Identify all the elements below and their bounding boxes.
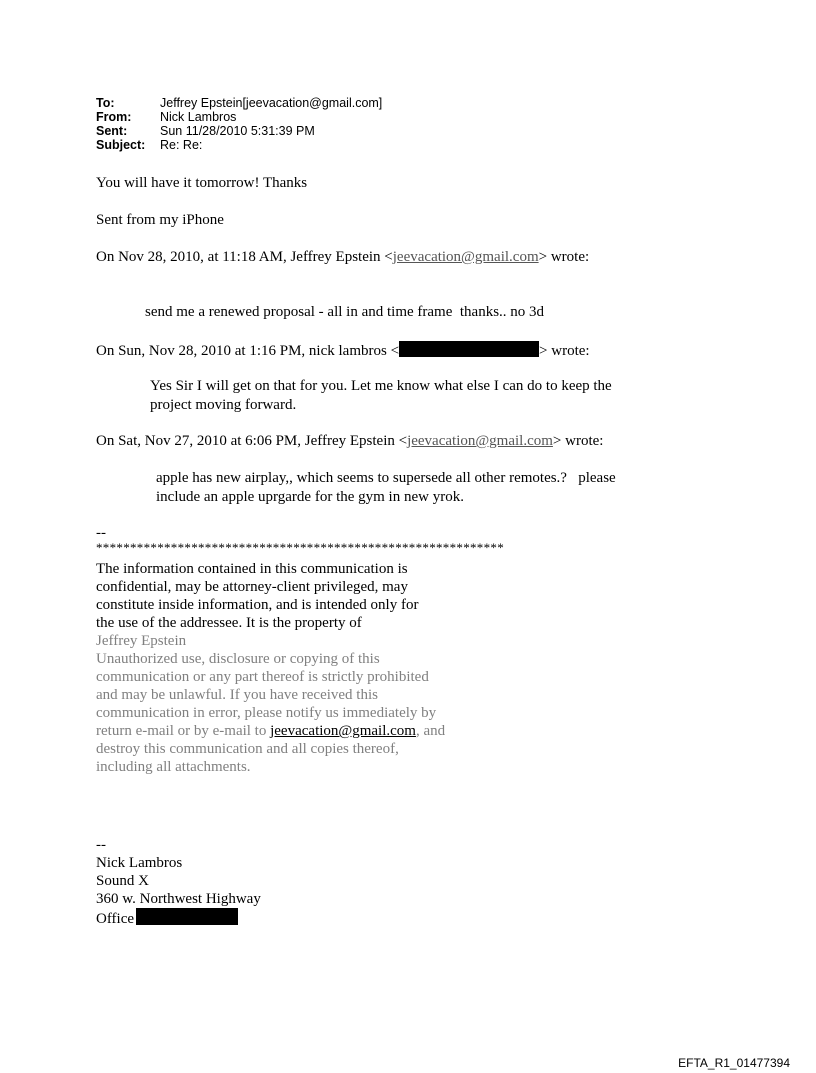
quote3-suffix: > wrote: xyxy=(552,433,604,449)
quote1-attribution xyxy=(96,248,589,266)
quote3-prefix: On Sat, Nov 27, 2010 at 6:06 PM, Jeffrey Epstein < xyxy=(96,433,408,449)
disclaimer-stars: ************************************************************ xyxy=(96,540,504,555)
signature-address: 360 w. Northwest Highway xyxy=(96,891,261,907)
return-prefix: return e-mail or by e-mail to xyxy=(96,723,271,739)
email-header xyxy=(96,96,382,152)
subject-label: Subject: xyxy=(96,138,146,152)
signature-dashes: -- xyxy=(96,837,106,853)
quote2-text-1: Yes Sir I will get on that for you. Let me know what else I can do to keep the xyxy=(150,378,612,394)
disclaimer-block xyxy=(96,560,445,776)
quote2-prefix: On Sun, Nov 28, 2010 at 1:16 PM, nick lambros < xyxy=(96,343,400,359)
disclaimer-line: confidential, may be attorney-client privileged, may xyxy=(96,579,408,595)
from-value: Nick Lambros xyxy=(160,110,237,124)
quote3-attribution xyxy=(96,432,603,450)
document-id: EFTA_R1_01477394 xyxy=(678,1056,790,1070)
signature-office xyxy=(96,908,261,928)
quote2-suffix: > wrote: xyxy=(539,343,590,359)
disclaimer-line: and may be unlawful. If you have received this xyxy=(96,687,378,703)
disclaimer-line: Jeffrey Epstein xyxy=(96,633,187,649)
disclaimer-dashes: -- xyxy=(96,525,106,541)
disclaimer-line: Unauthorized use, disclosure or copying of this xyxy=(96,651,380,667)
redaction-box xyxy=(399,341,539,357)
signature-name: Nick Lambros xyxy=(96,855,183,871)
disclaimer-line: communication in error, please notify us immediately by xyxy=(96,705,437,721)
disclaimer-email-link[interactable]: jeevacation@gmail.com xyxy=(270,723,416,739)
disclaimer-line: The information contained in this communication is xyxy=(96,561,408,577)
quote2-attribution xyxy=(96,341,590,360)
disclaimer-line: destroy this communication and all copies thereof, xyxy=(96,741,399,757)
to-value: Jeffrey Epstein[jeevacation@gmail.com] xyxy=(160,96,383,110)
signature-block xyxy=(96,836,261,928)
quote3-text-1: apple has new airplay,, which seems to supersede all other remotes.? please xyxy=(156,470,616,486)
sent-value: Sun 11/28/2010 5:31:39 PM xyxy=(160,124,315,138)
disclaimer-line: including all attachments. xyxy=(96,759,251,775)
quote3-email-link[interactable]: jeevacation@gmail.com xyxy=(407,433,553,449)
quote1-prefix: On Nov 28, 2010, at 11:18 AM, Jeffrey Epstein < xyxy=(96,249,393,265)
to-label: To: xyxy=(96,96,115,110)
reply-text: You will have it tomorrow! Thanks xyxy=(96,175,308,191)
subject-value: Re: Re: xyxy=(160,138,203,152)
signature-company: Sound X xyxy=(96,873,149,889)
disclaimer-line: constitute inside information, and is intended only for xyxy=(96,597,419,613)
quote2-text-2: project moving forward. xyxy=(150,397,297,413)
redaction-box xyxy=(136,908,238,925)
from-label: From: xyxy=(96,110,132,124)
disclaimer-line: the use of the addressee. It is the property of xyxy=(96,615,362,631)
quote1-email-link[interactable]: jeevacation@gmail.com xyxy=(392,249,539,265)
return-suffix: , and xyxy=(415,723,446,739)
disclaimer-return-line xyxy=(96,722,445,740)
sent-from-iphone: Sent from my iPhone xyxy=(96,212,224,228)
quote3-text-2: include an apple uprgarde for the gym in new yrok. xyxy=(156,489,464,505)
quote1-suffix: > wrote: xyxy=(538,249,590,265)
disclaimer-line: communication or any part thereof is strictly prohibited xyxy=(96,669,429,685)
office-label: Office xyxy=(96,911,135,927)
sent-label: Sent: xyxy=(96,124,128,138)
quote1-text: send me a renewed proposal - all in and time frame thanks.. no 3d xyxy=(145,304,545,320)
